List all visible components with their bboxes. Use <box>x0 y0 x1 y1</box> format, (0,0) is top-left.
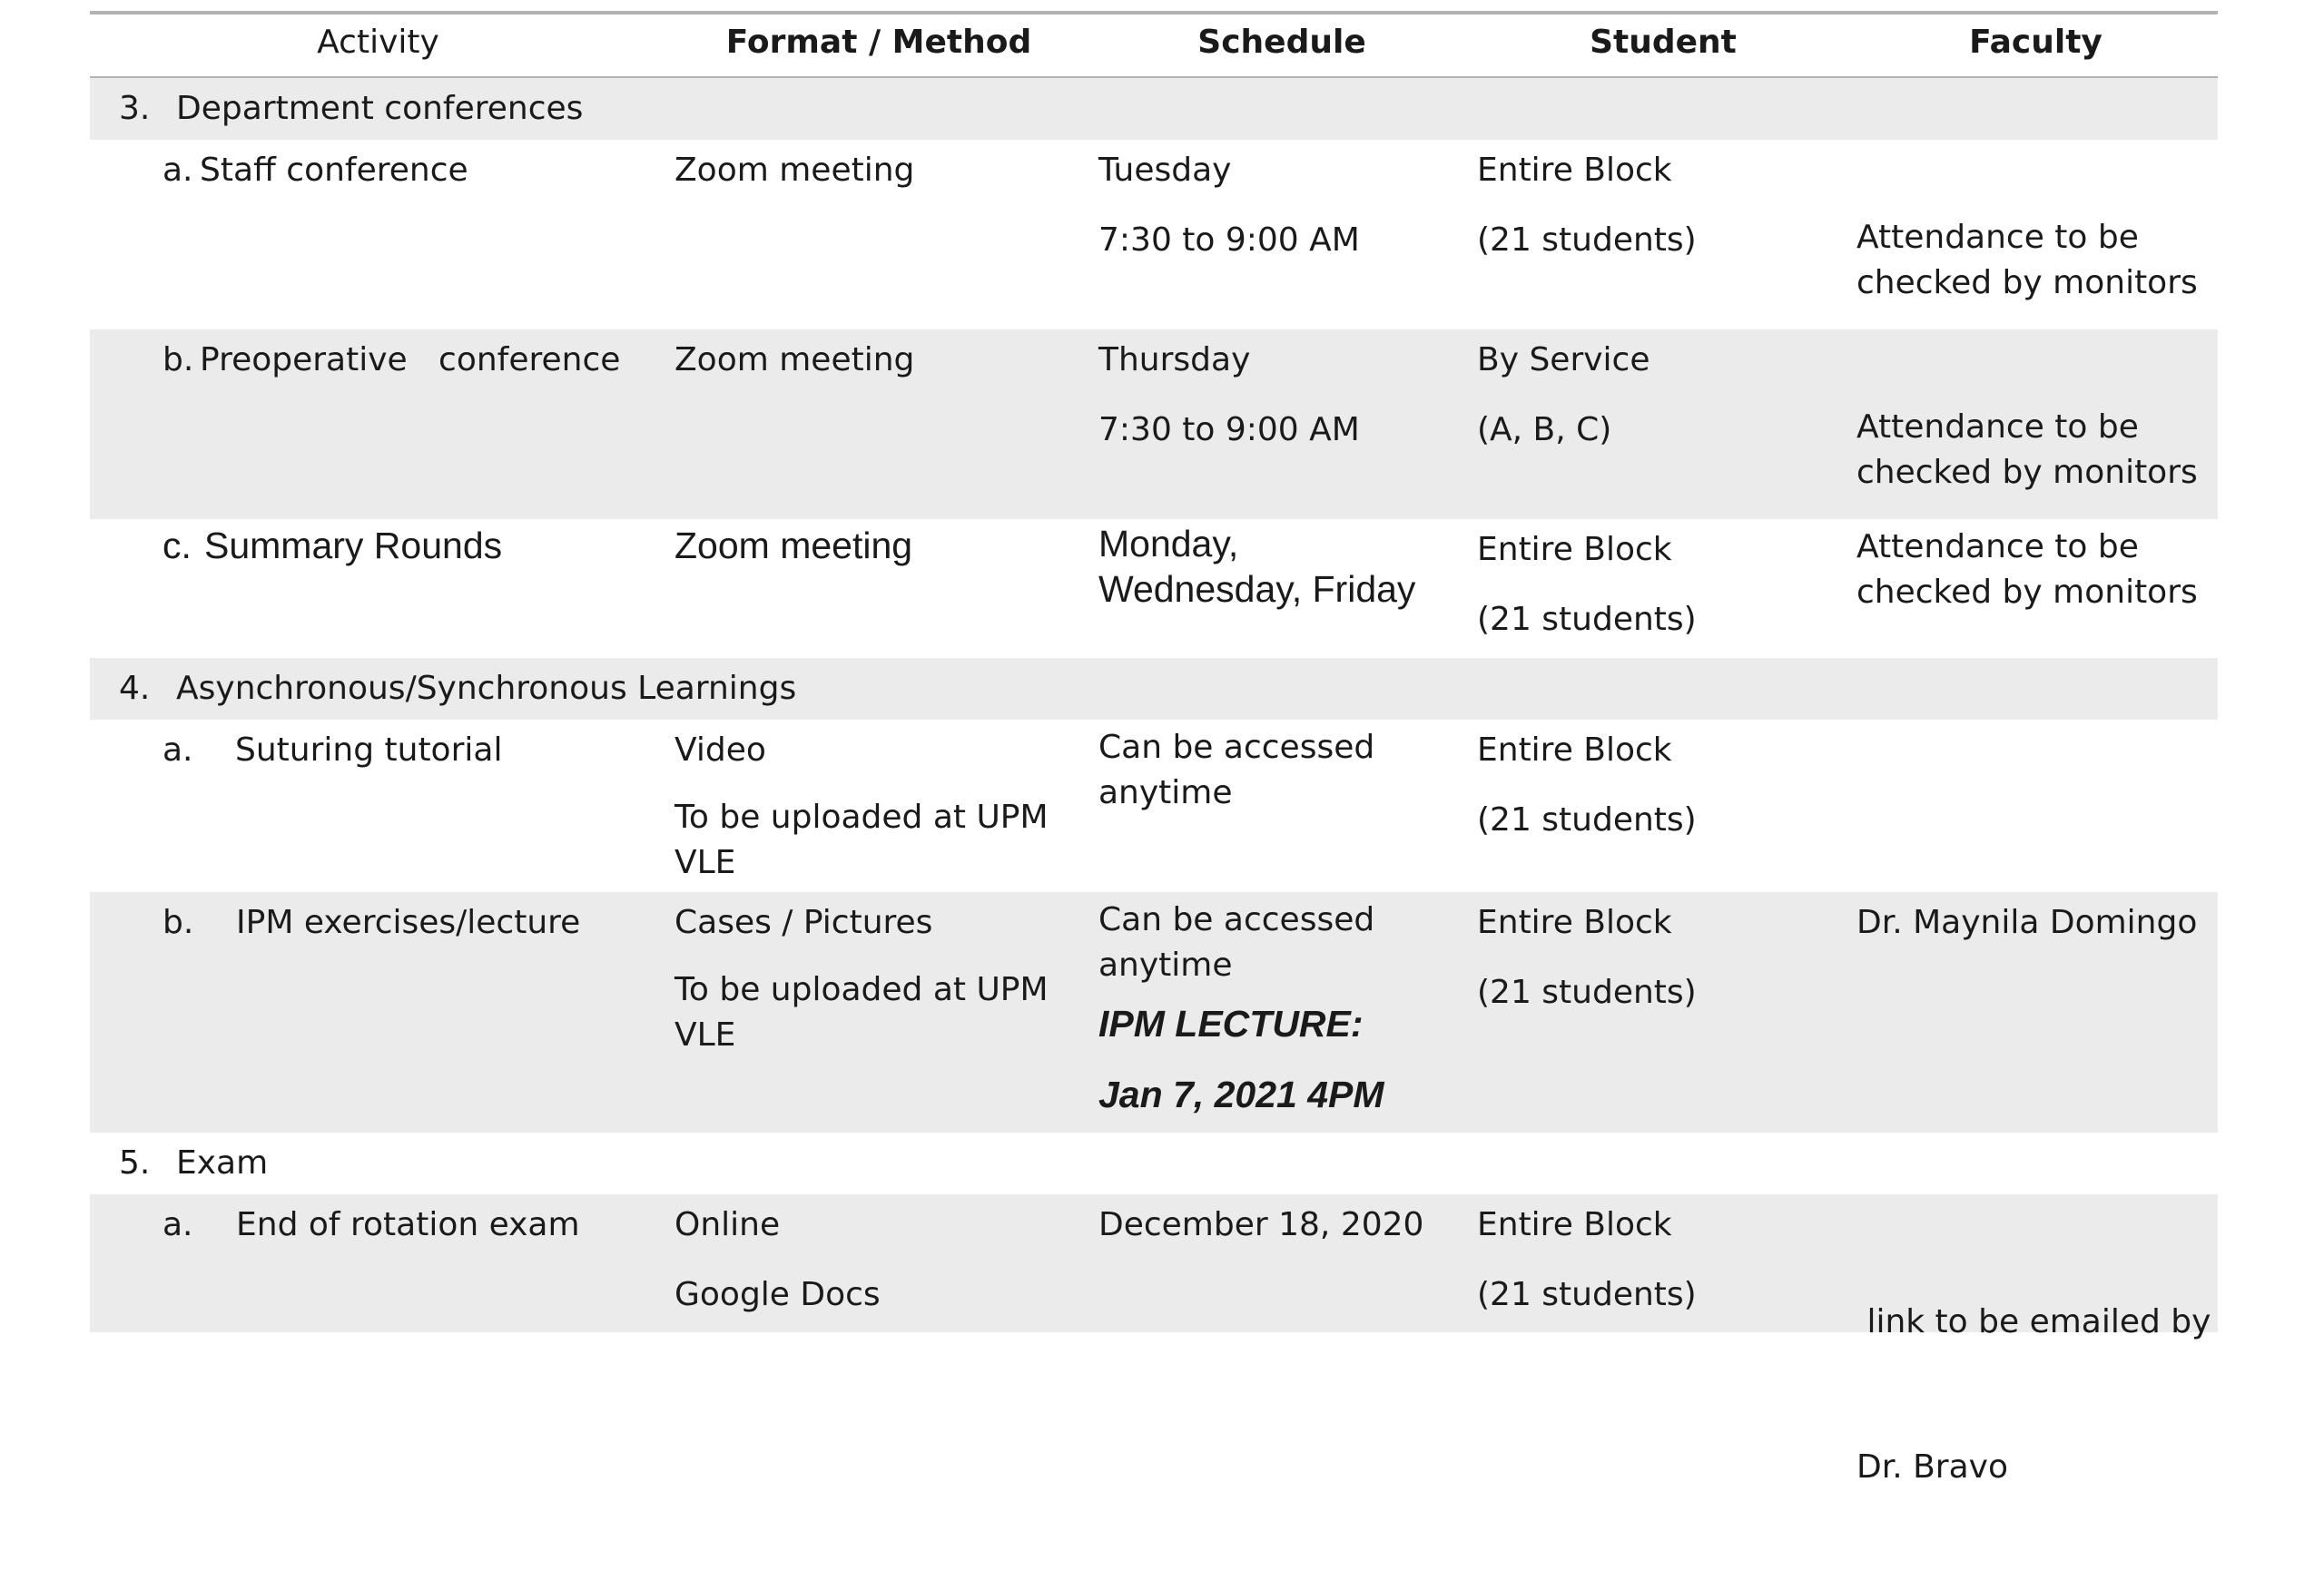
schedule-line: 7:30 to 9:00 AM <box>1098 411 1360 448</box>
table-row <box>90 720 2218 892</box>
schedule-line: 7:30 to 9:00 AM <box>1098 221 1360 259</box>
ipm-lecture-date: Jan 7, 2021 4PM <box>1098 1074 1384 1115</box>
format-line: Video <box>675 731 766 769</box>
student-line: Entire Block <box>1477 531 1672 568</box>
student-line: (21 students) <box>1477 1276 1697 1313</box>
student-line: (21 students) <box>1477 801 1697 839</box>
faculty-cell <box>1856 898 2197 947</box>
faculty-line: Dr. Bravo <box>1856 1448 2008 1486</box>
activity-label: End of rotation exam <box>236 1206 580 1243</box>
faculty-line: Attendance to be <box>1856 528 2139 565</box>
format-line: Zoom meeting <box>675 341 915 378</box>
student-cell <box>1477 525 1697 644</box>
format-line: VLE <box>675 1016 736 1054</box>
ipm-lecture-label: IPM LECTURE: <box>1098 1003 1364 1045</box>
table-row <box>90 140 2218 329</box>
row-letter: a. <box>162 731 193 769</box>
student-line: (A, B, C) <box>1477 411 1612 448</box>
faculty-cell <box>1856 215 2198 306</box>
row-letter: c. <box>162 525 192 566</box>
header-faculty: Faculty <box>1969 24 2102 61</box>
schedule-cell <box>1098 725 1374 816</box>
schedule-line: Tuesday <box>1098 152 1232 189</box>
table-row <box>90 892 2218 1133</box>
student-cell <box>1477 1200 1697 1320</box>
section-number: 5. <box>119 1144 151 1182</box>
header-format: Format / Method <box>725 24 1032 61</box>
student-cell <box>1477 335 1650 455</box>
schedule-line: anytime <box>1098 947 1233 984</box>
section-row <box>90 1133 2218 1194</box>
section-title: Exam <box>176 1144 269 1182</box>
faculty-line: Attendance to be <box>1856 219 2139 256</box>
faculty-cell <box>1856 1200 2211 1590</box>
schedule-cell <box>1098 898 1384 1130</box>
header-activity: Activity <box>317 24 439 61</box>
schedule-line: Monday, <box>1098 523 1239 564</box>
format-line: To be uploaded at UPM <box>675 799 1049 836</box>
student-cell <box>1477 725 1697 845</box>
row-letter: b. <box>162 341 194 378</box>
table-row <box>90 1194 2218 1486</box>
schedule-cell <box>1098 145 1360 265</box>
row-letter: b. <box>162 904 194 941</box>
student-line: Entire Block <box>1477 1206 1672 1243</box>
student-cell <box>1477 898 1697 1017</box>
format-cell <box>675 898 1049 1058</box>
student-line: (21 students) <box>1477 221 1697 259</box>
student-line: (21 students) <box>1477 601 1697 638</box>
format-line: Zoom meeting <box>675 525 913 566</box>
section-title: Asynchronous/Synchronous Learnings <box>176 670 797 707</box>
row-letter: a. <box>162 1206 193 1243</box>
schedule-line: Thursday <box>1098 341 1251 378</box>
schedule-line: anytime <box>1098 774 1233 811</box>
student-line: Entire Block <box>1477 731 1672 769</box>
table-row <box>90 519 2218 658</box>
format-line: VLE <box>675 844 736 881</box>
format-line: Online <box>675 1206 781 1243</box>
section-row <box>90 658 2218 720</box>
table-row <box>90 329 2218 519</box>
student-cell <box>1477 145 1697 265</box>
schedule-cell <box>1098 1200 1423 1250</box>
activity-label: Suturing tutorial <box>235 731 503 769</box>
faculty-cell <box>1856 525 2198 615</box>
schedule-cell <box>1098 335 1360 455</box>
faculty-line: Dr. Maynila Domingo <box>1856 904 2198 941</box>
format-line: Google Docs <box>675 1276 881 1313</box>
schedule-table <box>90 11 2218 1486</box>
format-cell <box>675 725 1049 886</box>
schedule-line: Can be accessed <box>1098 901 1375 938</box>
section-row <box>90 78 2218 140</box>
header-student: Student <box>1590 24 1737 61</box>
activity-label: Staff conference <box>200 152 468 189</box>
activity-label: Summary Rounds <box>204 525 503 566</box>
faculty-cell <box>1856 405 2198 496</box>
student-line: Entire Block <box>1477 904 1672 941</box>
faculty-line: Attendance to be <box>1856 408 2139 446</box>
table-header <box>90 11 2218 78</box>
format-line: Cases / Pictures <box>675 904 933 941</box>
student-line: Entire Block <box>1477 152 1672 189</box>
section-number: 4. <box>119 670 151 707</box>
format-cell <box>675 1200 881 1320</box>
schedule-line: December 18, 2020 <box>1098 1206 1424 1243</box>
format-cell <box>675 335 914 385</box>
row-letter: a. <box>162 152 193 189</box>
faculty-line: link to be emailed by <box>1856 1303 2211 1340</box>
student-line: By Service <box>1477 341 1650 378</box>
faculty-line: checked by monitors <box>1856 454 2198 491</box>
activity-label: IPM exercises/lecture <box>236 904 581 941</box>
schedule-line: Wednesday, Friday <box>1098 568 1416 610</box>
header-schedule: Schedule <box>1197 24 1366 61</box>
format-line: To be uploaded at UPM <box>675 971 1049 1008</box>
student-line: (21 students) <box>1477 974 1697 1011</box>
faculty-line: checked by monitors <box>1856 574 2198 611</box>
section-number: 3. <box>119 90 151 127</box>
activity-label: Preoperative conference <box>200 341 621 378</box>
section-title: Department conferences <box>176 90 584 127</box>
format-cell <box>675 145 914 195</box>
format-line: Zoom meeting <box>675 152 915 189</box>
schedule-cell <box>1098 521 1415 612</box>
format-cell <box>675 521 912 571</box>
schedule-line: Can be accessed <box>1098 729 1375 766</box>
faculty-line: checked by monitors <box>1856 264 2198 301</box>
